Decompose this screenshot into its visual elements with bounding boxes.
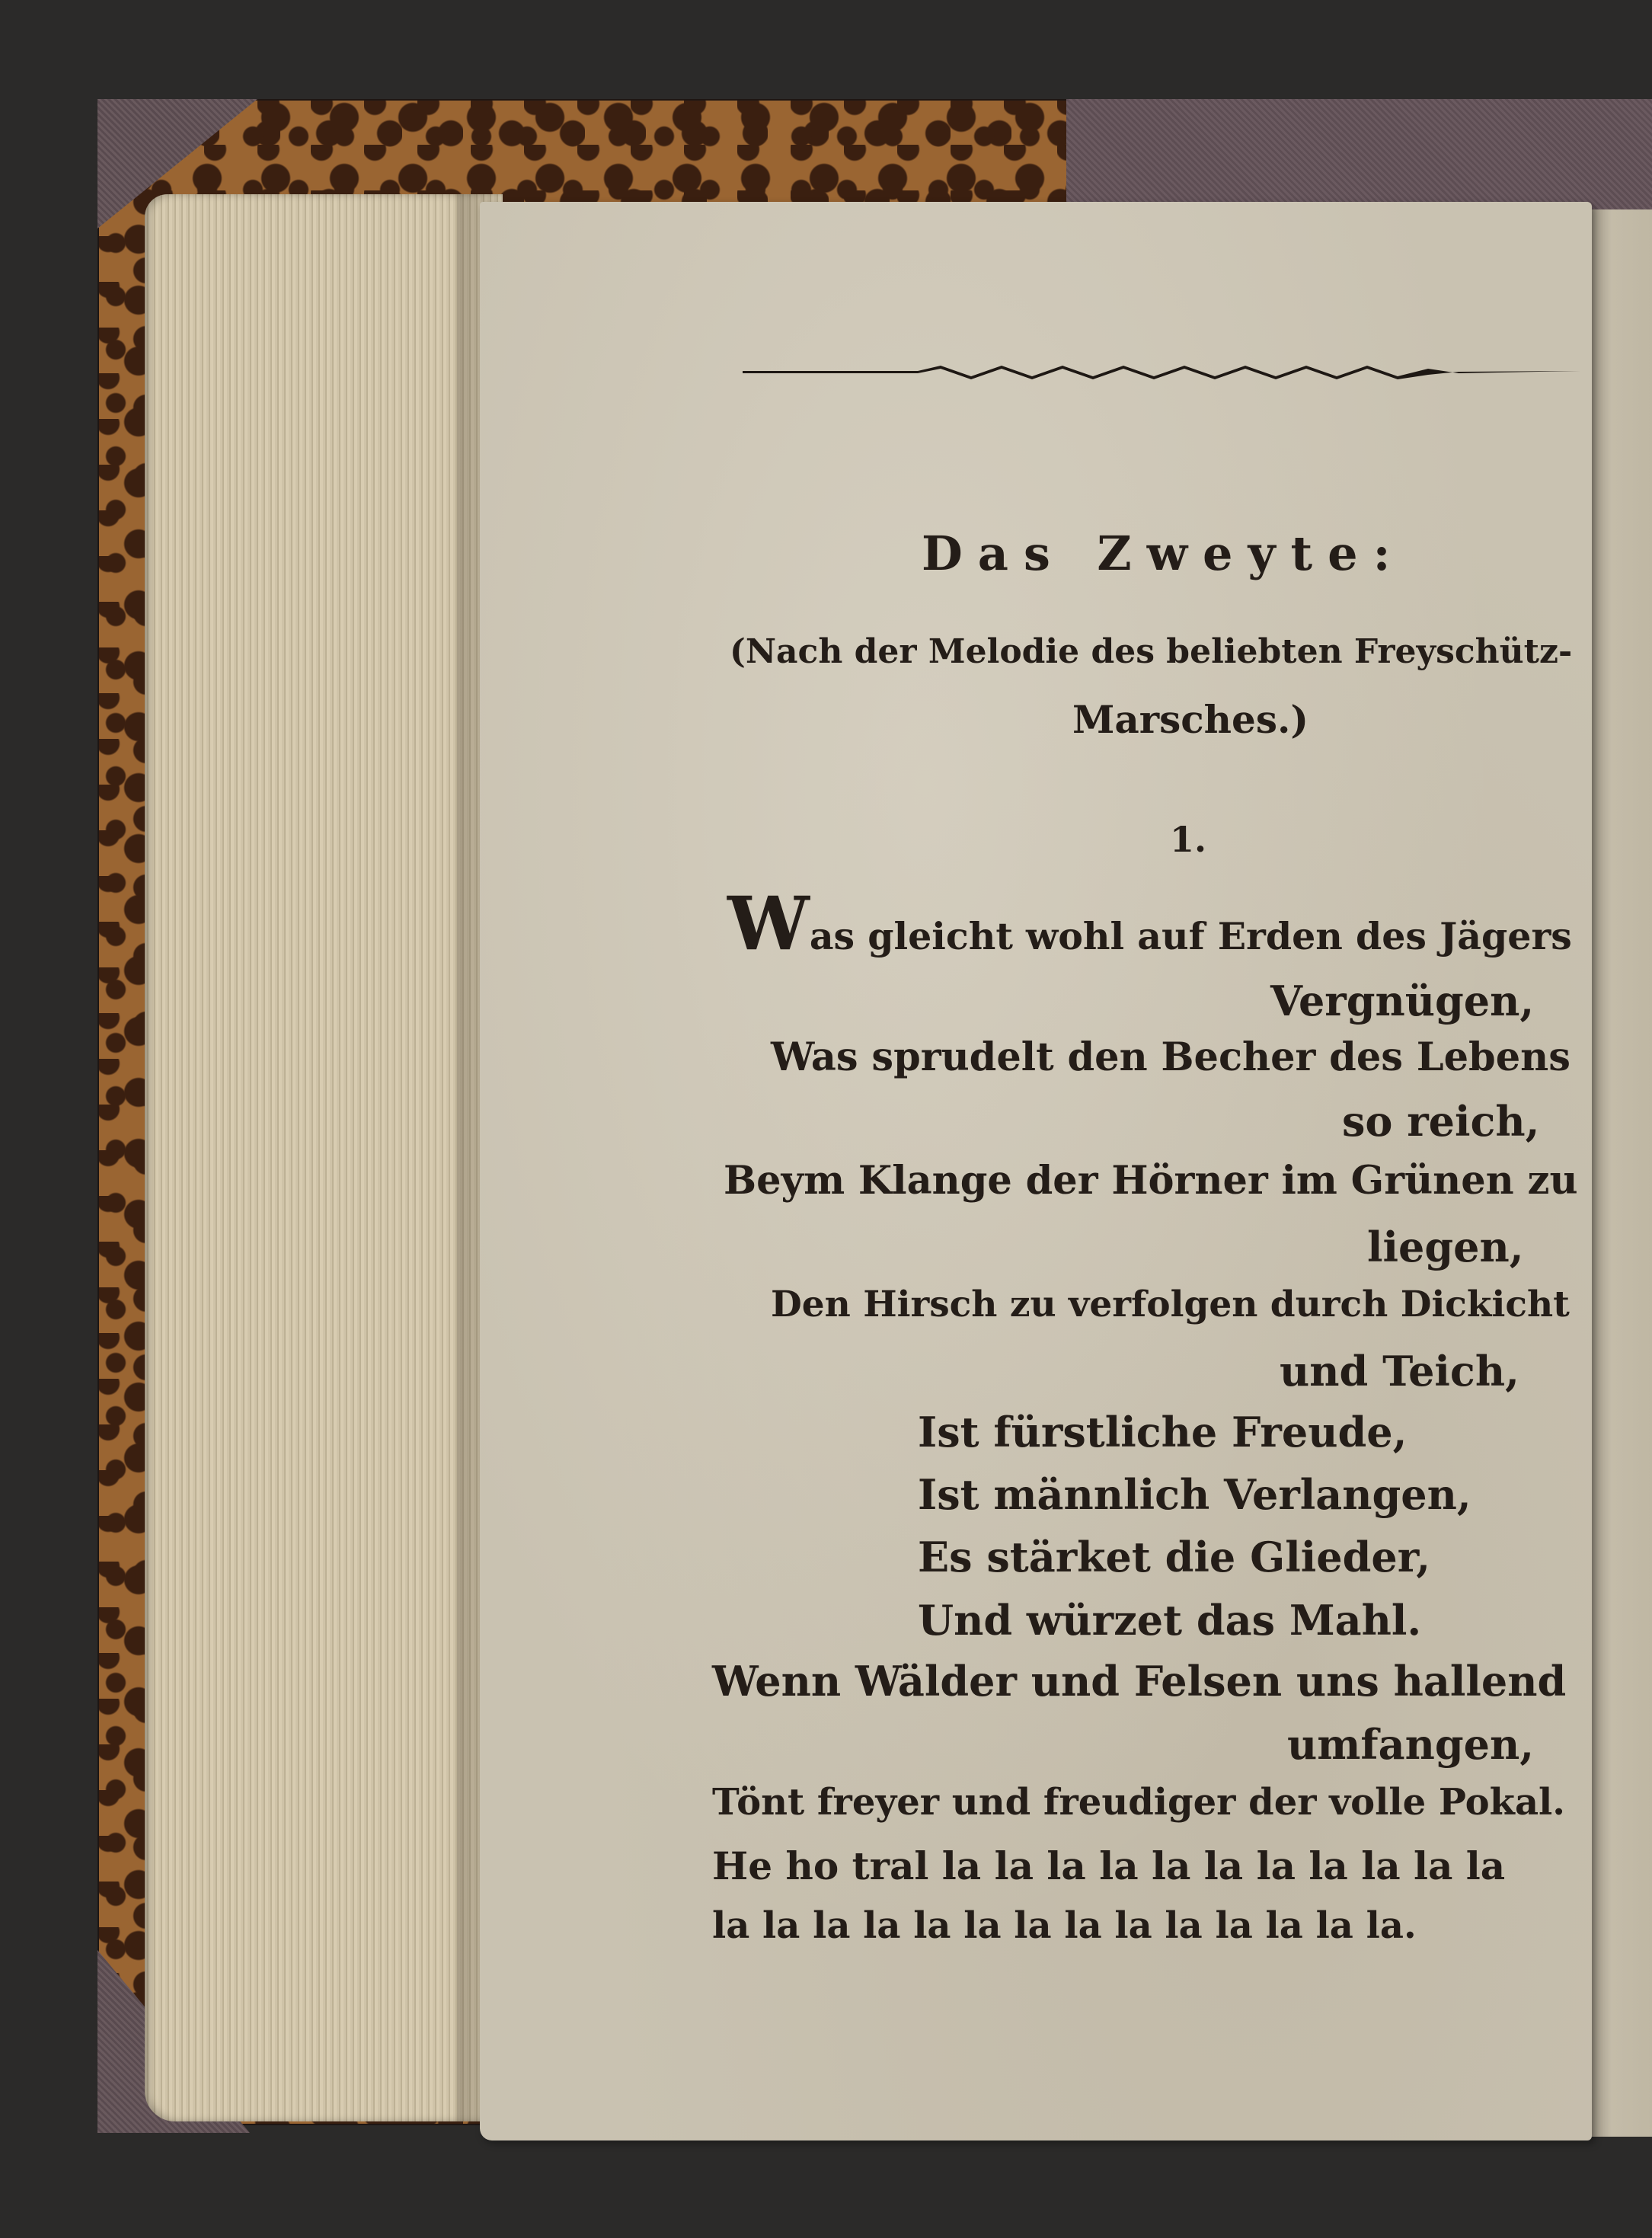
verse-line: Ist fürstliche Freude,: [918, 1408, 1408, 1456]
verse-line-1: [727, 881, 1572, 967]
verse-line: Wenn Wälder und Felsen uns hallend: [712, 1657, 1567, 1706]
page-heading: Das Zweyte:: [922, 526, 1406, 581]
verse-line: la la la la la la la la la la la la la la.: [712, 1904, 1417, 1947]
verse-line: Vergnügen,: [1270, 977, 1535, 1025]
verse-line: umfangen,: [1287, 1720, 1535, 1769]
verse-line: Den Hirsch zu verfolgen durch Dickicht: [771, 1284, 1570, 1325]
verse-line: Tönt freyer und freudiger der volle Pokal.: [712, 1781, 1565, 1824]
subtitle-line-2: Marsches.): [1072, 697, 1309, 742]
cloth-binding-top: [1066, 99, 1652, 213]
verse-line: He ho tral la la la la la la la la la la la: [712, 1843, 1506, 1888]
verse-line: Was sprudelt den Becher des Lebens: [771, 1034, 1571, 1080]
verse-line: und Teich,: [1280, 1347, 1519, 1396]
verse-line: Es stärket die Glieder,: [918, 1533, 1431, 1581]
drop-cap: W: [727, 881, 810, 967]
verse-line: Und würzet das Mahl.: [918, 1596, 1422, 1645]
page-edges: [145, 194, 503, 2121]
stanza-number: 1.: [1170, 819, 1207, 860]
ornamental-rule: [743, 358, 1580, 384]
verse-line: liegen,: [1367, 1223, 1524, 1271]
facing-page-edge: [1584, 209, 1652, 2137]
subtitle-line-1: (Nach der Melodie des beliebten Freyschütz-: [730, 632, 1573, 671]
verse-line: Ist männlich Verlangen,: [918, 1470, 1471, 1519]
verse-line: Beym Klange der Hörner im Grünen zu: [724, 1158, 1578, 1204]
verse-line: so reich,: [1342, 1097, 1540, 1146]
verse-line-1-text: as gleicht wohl auf Erden des Jägers: [809, 914, 1572, 958]
